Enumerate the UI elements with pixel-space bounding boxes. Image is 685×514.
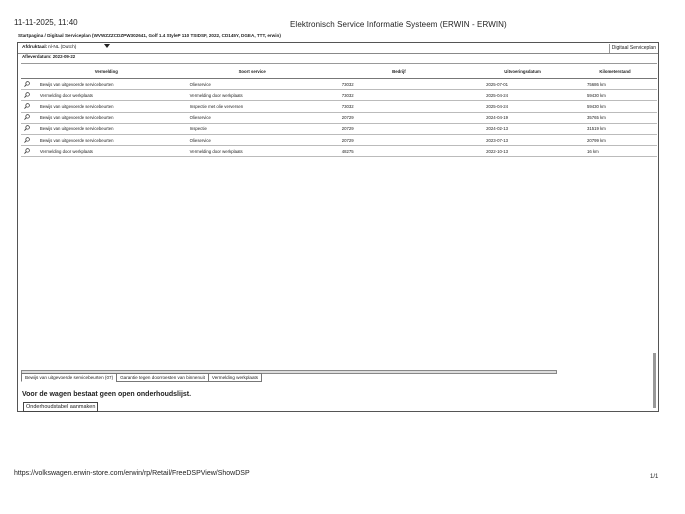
toolbar bbox=[18, 43, 658, 54]
row-magnifier-icon-cell bbox=[21, 123, 34, 134]
header-desc[interactable]: Vermelding bbox=[34, 64, 179, 79]
row-km: 16 km bbox=[573, 146, 657, 157]
header-km[interactable]: Kilometerstand bbox=[573, 64, 657, 79]
magnifier-icon[interactable] bbox=[24, 81, 30, 87]
table-row[interactable] bbox=[21, 146, 657, 157]
magnifier-icon[interactable] bbox=[24, 125, 30, 131]
table-row[interactable] bbox=[21, 101, 657, 112]
row-date: 2025-04-24 bbox=[472, 101, 573, 112]
print-url: https://volkswagen.erwin-store.com/erwin/rp/Retail/FreeDSPView/ShowDSP bbox=[14, 470, 250, 477]
create-maintenance-table-button[interactable]: Onderhoudstabel aanmaken bbox=[23, 402, 98, 412]
header-date[interactable]: Uitvoeringsdatum bbox=[472, 64, 573, 79]
chevron-down-icon bbox=[104, 44, 110, 50]
row-date: 2024-02-13 bbox=[472, 123, 573, 134]
table-row[interactable] bbox=[21, 134, 657, 145]
row-desc: Vermelding door werkplaats bbox=[34, 90, 179, 101]
row-km: 35765 km bbox=[573, 112, 657, 123]
print-language-label: Afdruktaal: bbox=[22, 45, 48, 50]
row-date: 2025-07-01 bbox=[472, 79, 573, 90]
row-company: 73032 bbox=[326, 79, 472, 90]
row-type: Inspectie bbox=[179, 123, 326, 134]
row-magnifier-icon-cell bbox=[21, 79, 34, 90]
row-km: 59430 km bbox=[573, 90, 657, 101]
print-language-value: nl-NL (Dutch) bbox=[48, 44, 77, 50]
row-date: 2023-07-13 bbox=[472, 134, 573, 145]
row-km: 75686 km bbox=[573, 79, 657, 90]
header-icon-col bbox=[21, 64, 34, 79]
row-magnifier-icon-cell bbox=[21, 146, 34, 157]
row-magnifier-icon-cell bbox=[21, 134, 34, 145]
row-company: 48275 bbox=[326, 146, 472, 157]
magnifier-icon[interactable] bbox=[24, 148, 30, 154]
row-desc: Vermelding door werkplaats bbox=[34, 146, 179, 157]
row-desc: Bewijs van uitgevoerde servicebeurten bbox=[34, 112, 179, 123]
row-date: 2024-04-19 bbox=[472, 112, 573, 123]
service-table bbox=[21, 63, 657, 369]
tab-bar bbox=[21, 373, 261, 381]
magnifier-icon[interactable] bbox=[24, 103, 30, 109]
delivery-date: Afleverdatum: 2022-09-22 bbox=[22, 54, 76, 59]
row-type: Vermelding door werkplaats bbox=[179, 146, 326, 157]
row-km: 20799 km bbox=[573, 134, 657, 145]
breadcrumb: Startpagina / Digitaal Serviceplan (WVWZZZCDZPW302641, Golf 1.4 StyleP 110 TSIDSF, 2022, CD145Y, DGEA, TTT, erwin) bbox=[18, 33, 281, 38]
row-company: 20729 bbox=[326, 123, 472, 134]
table-row[interactable] bbox=[21, 123, 657, 134]
tab-rust-warranty[interactable]: Garantie tegen doorroesten van binnenuit bbox=[116, 373, 209, 382]
print-title: Elektronisch Service Informatie Systeem (ERWIN - ERWIN) bbox=[290, 20, 507, 29]
tab-workshop-note[interactable]: Vermelding werkplaats bbox=[208, 373, 262, 382]
row-type: Olieservice bbox=[179, 112, 326, 123]
service-plan-frame bbox=[17, 42, 659, 412]
table-header-row bbox=[21, 64, 657, 79]
magnifier-icon[interactable] bbox=[24, 92, 30, 98]
row-km: 31519 km bbox=[573, 123, 657, 134]
row-desc: Bewijs van uitgevoerde servicebeurten bbox=[34, 134, 179, 145]
row-magnifier-icon-cell bbox=[21, 101, 34, 112]
row-km: 59430 km bbox=[573, 101, 657, 112]
table-row[interactable] bbox=[21, 79, 657, 90]
print-page-number: 1/1 bbox=[650, 474, 659, 480]
row-company: 73032 bbox=[326, 90, 472, 101]
row-date: 2022-10-13 bbox=[472, 146, 573, 157]
tab-service-proof[interactable]: Bewijs van uitgevoerde servicebeurten (07) bbox=[21, 373, 117, 382]
no-open-maintenance-notice: Voor de wagen bestaat geen open onderhoudslijst. bbox=[22, 391, 192, 398]
header-company[interactable]: Bedrijf bbox=[326, 64, 472, 79]
row-date: 2025-04-24 bbox=[472, 90, 573, 101]
row-type: Inspectie met olie verversen bbox=[179, 101, 326, 112]
magnifier-icon[interactable] bbox=[24, 137, 30, 143]
row-type: Olieservice bbox=[179, 134, 326, 145]
row-magnifier-icon-cell bbox=[21, 90, 34, 101]
row-type: Olieservice bbox=[179, 79, 326, 90]
row-company: 73032 bbox=[326, 101, 472, 112]
magnifier-icon[interactable] bbox=[24, 114, 30, 120]
row-company: 20729 bbox=[326, 112, 472, 123]
table-row[interactable] bbox=[21, 112, 657, 123]
row-desc: Bewijs van uitgevoerde servicebeurten bbox=[34, 101, 179, 112]
row-desc: Bewijs van uitgevoerde servicebeurten bbox=[34, 79, 179, 90]
header-type[interactable]: Soort service bbox=[179, 64, 326, 79]
vertical-scroll-thumb[interactable] bbox=[653, 353, 656, 408]
vertical-scrollbar[interactable] bbox=[651, 343, 657, 413]
row-desc: Bewijs van uitgevoerde servicebeurten bbox=[34, 123, 179, 134]
print-language-select[interactable] bbox=[48, 44, 110, 50]
table-row[interactable] bbox=[21, 90, 657, 101]
print-datetime: 11-11-2025, 11:40 bbox=[14, 18, 78, 27]
row-magnifier-icon-cell bbox=[21, 112, 34, 123]
digital-service-plan-label: Digitaal Serviceplan bbox=[609, 44, 656, 53]
row-company: 20729 bbox=[326, 134, 472, 145]
row-type: Vermelding door werkplaats bbox=[179, 90, 326, 101]
